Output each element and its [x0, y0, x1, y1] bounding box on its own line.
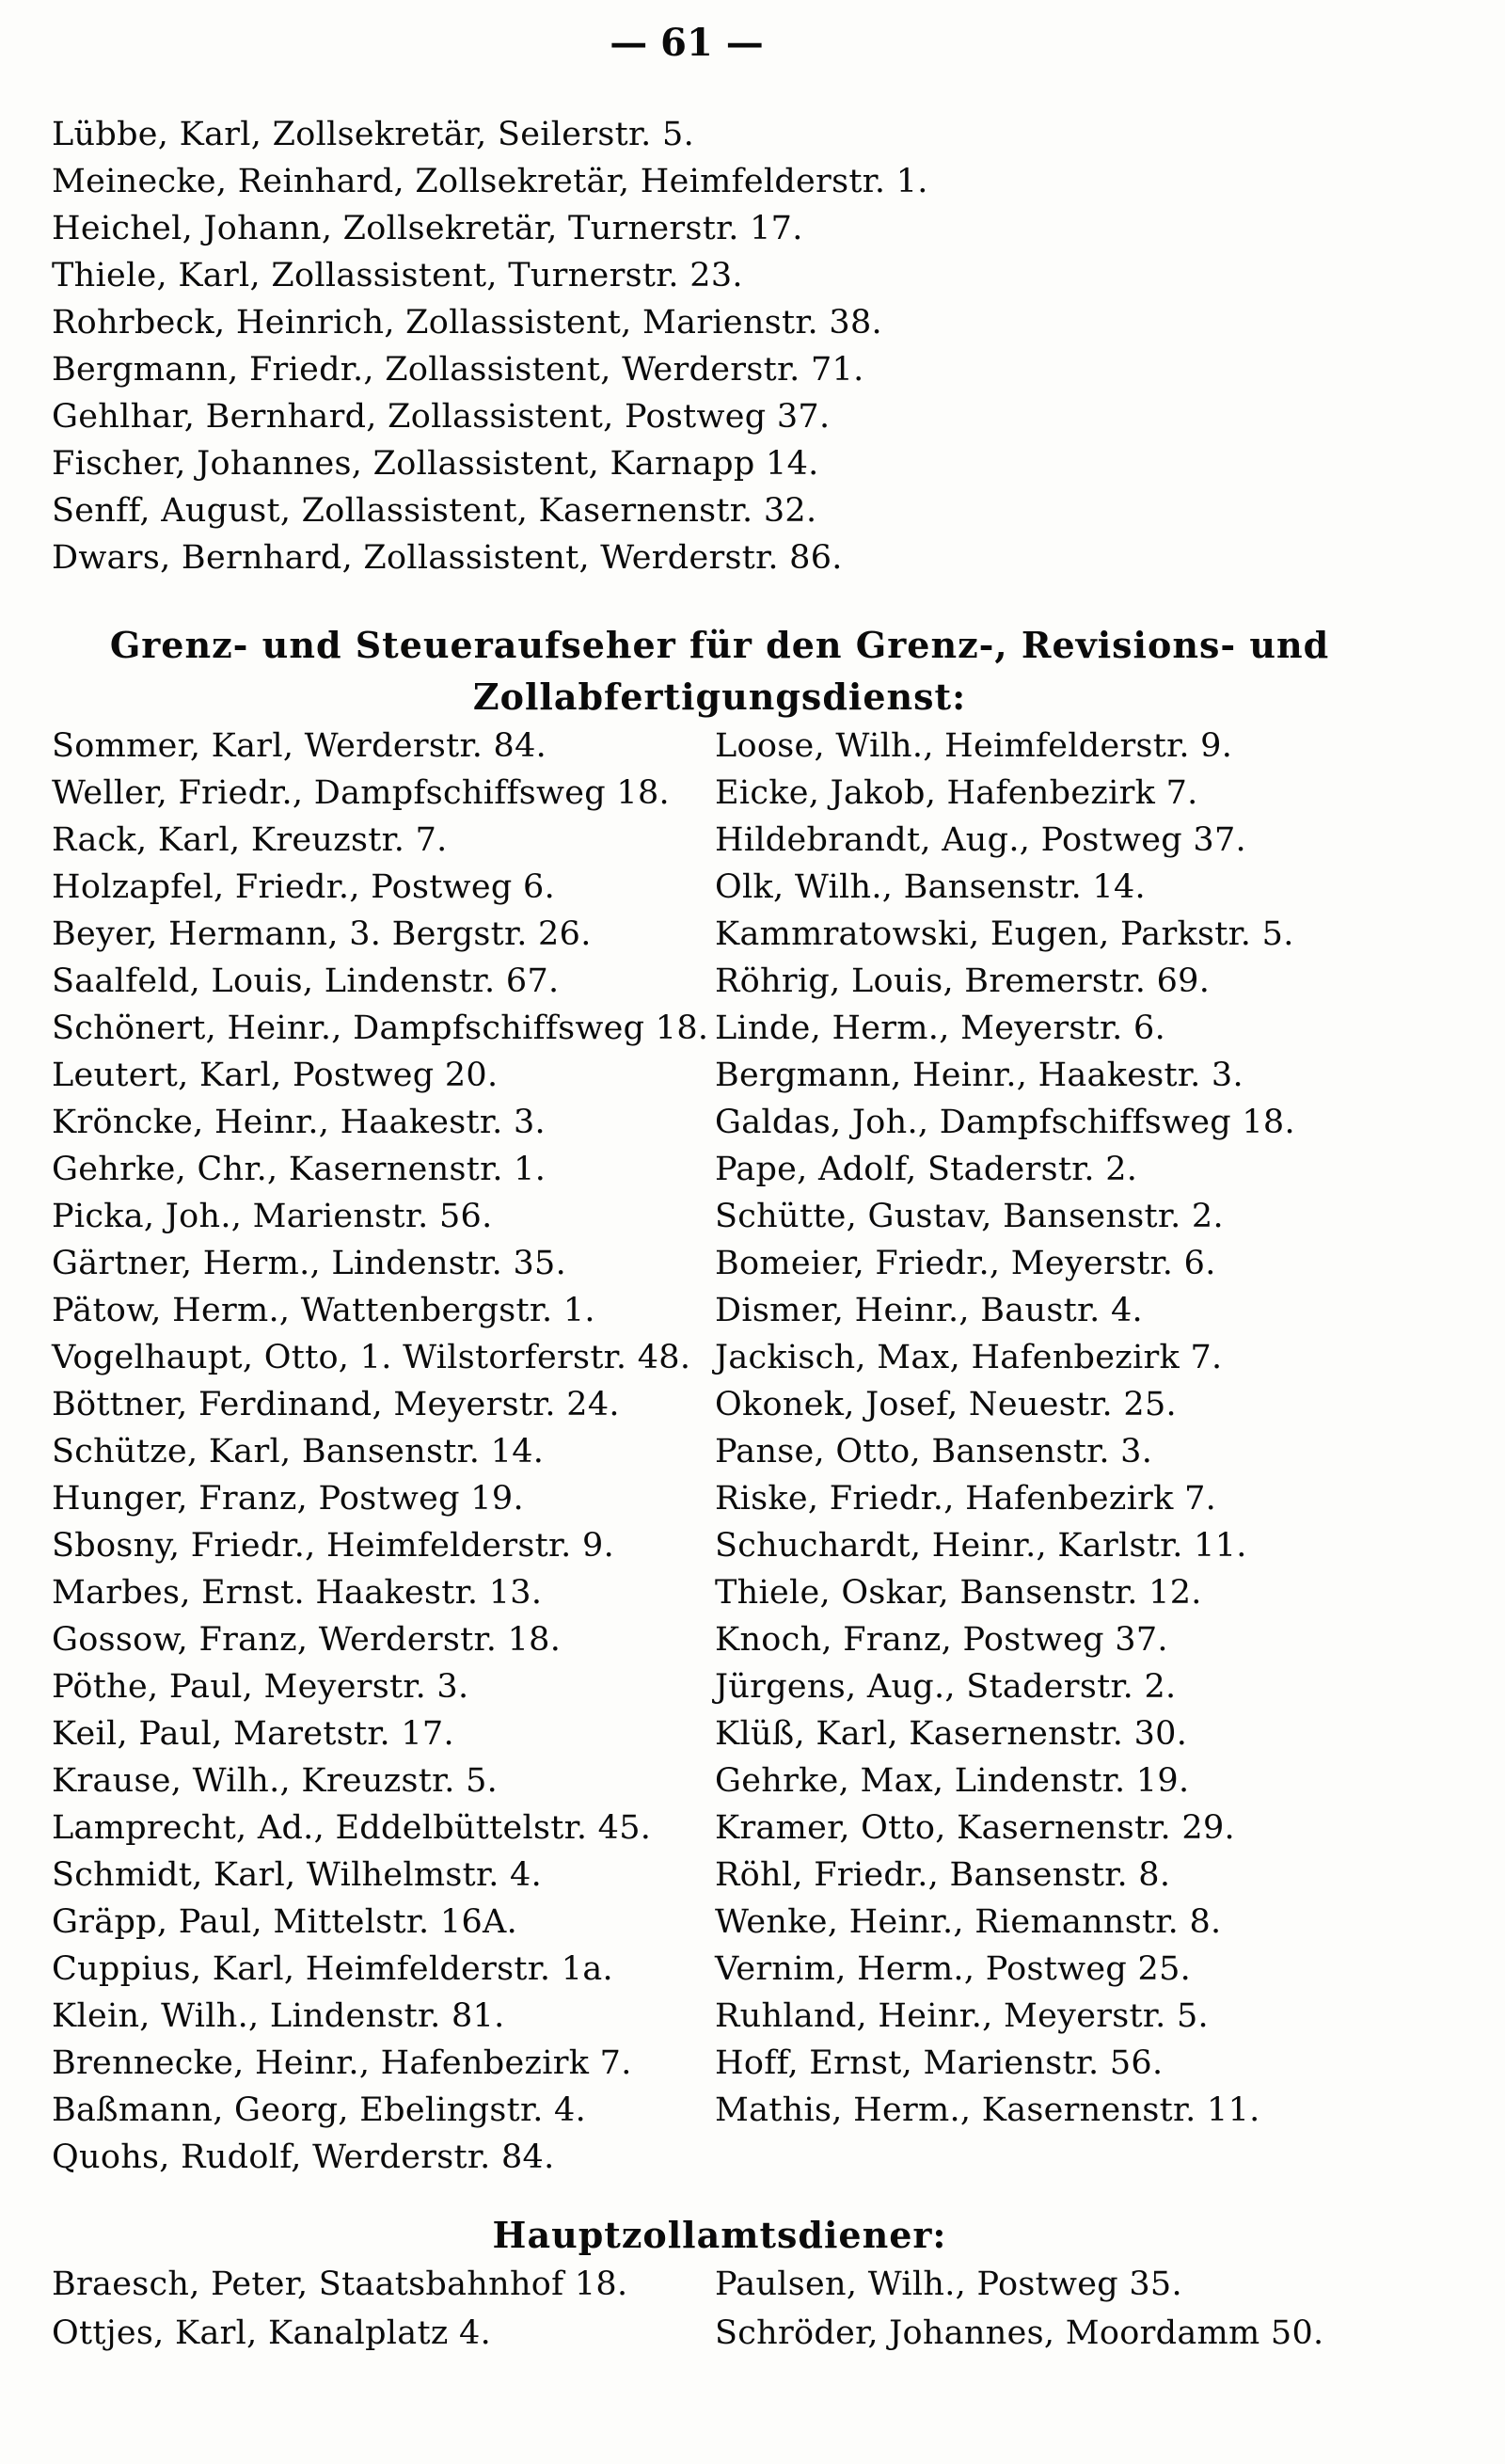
- list-item: Bergmann, Friedr., Zollassistent, Werderstr. 71.: [52, 351, 864, 389]
- list-item: Gärtner, Herm., Lindenstr. 35.: [52, 1245, 567, 1282]
- list-item: Krause, Wilh., Kreuzstr. 5.: [52, 1762, 499, 1800]
- list-item: Thiele, Oskar, Bansenstr. 12.: [715, 1574, 1202, 1612]
- right-column: [715, 2260, 1463, 2358]
- section-heading-grenz: [0, 619, 1439, 723]
- list-item: Leutert, Karl, Postweg 20.: [52, 1057, 499, 1094]
- list-item: Klüß, Karl, Kasernenstr. 30.: [715, 1715, 1188, 1753]
- list-item: Vogelhaupt, Otto, 1. Wilstorferstr. 48.: [52, 1339, 691, 1376]
- list-item: Ottjes, Karl, Kanalplatz 4.: [52, 2314, 491, 2352]
- list-item: Lübbe, Karl, Zollsekretär, Seilerstr. 5.: [52, 116, 694, 153]
- list-item: Loose, Wilh., Heimfelderstr. 9.: [715, 727, 1233, 765]
- list-item: Schmidt, Karl, Wilhelmstr. 4.: [52, 1856, 543, 1894]
- list-item: Sommer, Karl, Werderstr. 84.: [52, 727, 547, 765]
- list-item: Vernim, Herm., Postweg 25.: [715, 1950, 1192, 1988]
- list-item: Gehrke, Chr., Kasernenstr. 1.: [52, 1151, 547, 1188]
- list-item: Schröder, Johannes, Moordamm 50.: [715, 2314, 1324, 2352]
- list-item: Schütze, Karl, Bansenstr. 14.: [52, 1433, 545, 1470]
- list-item: Olk, Wilh., Bansenstr. 14.: [715, 868, 1146, 906]
- list-item: Quohs, Rudolf, Werderstr. 84.: [52, 2138, 555, 2176]
- list-item: Bomeier, Friedr., Meyerstr. 6.: [715, 1245, 1216, 1282]
- list-item: Gräpp, Paul, Mittelstr. 16A.: [52, 1903, 518, 1941]
- list-item: Jürgens, Aug., Staderstr. 2.: [715, 1668, 1177, 1706]
- list-item: Mathis, Herm., Kasernenstr. 11.: [715, 2091, 1260, 2129]
- right-column: [715, 723, 1463, 2181]
- list-item: Kröncke, Heinr., Haakestr. 3.: [52, 1104, 546, 1141]
- list-item: Röhl, Friedr., Bansenstr. 8.: [715, 1856, 1171, 1894]
- list-item: Schütte, Gustav, Bansenstr. 2.: [715, 1198, 1224, 1235]
- list-item: Fischer, Johannes, Zollassistent, Karnapp 14.: [52, 445, 819, 483]
- list-item: Picka, Joh., Marienstr. 56.: [52, 1198, 493, 1235]
- list-item: Weller, Friedr., Dampfschiffsweg 18.: [52, 774, 670, 812]
- list-item: Gossow, Franz, Werderstr. 18.: [52, 1621, 562, 1659]
- list-item: Pöthe, Paul, Meyerstr. 3.: [52, 1668, 469, 1706]
- list-item: Marbes, Ernst. Haakestr. 13.: [52, 1574, 543, 1612]
- list-item: Brennecke, Heinr., Hafenbezirk 7.: [52, 2044, 632, 2082]
- list-item: Kammratowski, Eugen, Parkstr. 5.: [715, 915, 1294, 953]
- left-column: [52, 2260, 715, 2358]
- list-item: Gehlhar, Bernhard, Zollassistent, Postweg 37.: [52, 398, 831, 436]
- list-item: Baßmann, Georg, Ebelingstr. 4.: [52, 2091, 587, 2129]
- list-item: Meinecke, Reinhard, Zollsekretär, Heimfelderstr. 1.: [52, 163, 928, 200]
- list-item: Linde, Herm., Meyerstr. 6.: [715, 1009, 1166, 1047]
- list-item: Pape, Adolf, Staderstr. 2.: [715, 1151, 1138, 1188]
- list-item: Pätow, Herm., Wattenbergstr. 1.: [52, 1292, 595, 1329]
- list-item: Cuppius, Karl, Heimfelderstr. 1a.: [52, 1950, 613, 1988]
- list-item: Rohrbeck, Heinrich, Zollassistent, Marienstr. 38.: [52, 304, 882, 342]
- list-item: Hunger, Franz, Postweg 19.: [52, 1480, 524, 1518]
- list-item: Dwars, Bernhard, Zollassistent, Werderstr. 86.: [52, 539, 843, 577]
- officials-list: [52, 111, 928, 581]
- list-item: Keil, Paul, Maretstr. 17.: [52, 1715, 454, 1753]
- list-item: Sbosny, Friedr., Heimfelderstr. 9.: [52, 1527, 615, 1565]
- list-item: Saalfeld, Louis, Lindenstr. 67.: [52, 962, 560, 1000]
- list-item: Böttner, Ferdinand, Meyerstr. 24.: [52, 1386, 620, 1423]
- list-item: Lamprecht, Ad., Eddelbüttelstr. 45.: [52, 1809, 652, 1847]
- list-item: Hildebrandt, Aug., Postweg 37.: [715, 821, 1246, 859]
- list-item: Klein, Wilh., Lindenstr. 81.: [52, 1997, 505, 2035]
- list-item: Gehrke, Max, Lindenstr. 19.: [715, 1762, 1190, 1800]
- section-heading-diener: Hauptzollamtsdiener:: [492, 2214, 947, 2256]
- list-item: Schönert, Heinr., Dampfschiffsweg 18.: [52, 1009, 709, 1047]
- list-item: Galdas, Joh., Dampfschiffsweg 18.: [715, 1104, 1295, 1141]
- list-item: Kramer, Otto, Kasernenstr. 29.: [715, 1809, 1235, 1847]
- list-item: Okonek, Josef, Neuestr. 25.: [715, 1386, 1177, 1423]
- list-item: Hoff, Ernst, Marienstr. 56.: [715, 2044, 1164, 2082]
- left-column: [52, 723, 715, 2181]
- list-item: Eicke, Jakob, Hafenbezirk 7.: [715, 774, 1198, 812]
- page-number: — 61 —: [610, 21, 764, 65]
- list-item: Wenke, Heinr., Riemannstr. 8.: [715, 1903, 1222, 1941]
- list-item: Riske, Friedr., Hafenbezirk 7.: [715, 1480, 1217, 1518]
- section-heading-line: Grenz- und Steueraufseher für den Grenz-, Revisions- und: [109, 624, 1330, 666]
- list-item: Jackisch, Max, Hafenbezirk 7.: [715, 1339, 1223, 1376]
- list-item: Heichel, Johann, Zollsekretär, Turnerstr. 17.: [52, 210, 803, 247]
- list-item: Panse, Otto, Bansenstr. 3.: [715, 1433, 1153, 1470]
- list-item: Paulsen, Wilh., Postweg 35.: [715, 2265, 1182, 2303]
- list-item: Bergmann, Heinr., Haakestr. 3.: [715, 1057, 1244, 1094]
- list-item: Schuchardt, Heinr., Karlstr. 11.: [715, 1527, 1247, 1565]
- diener-list: [52, 2260, 1463, 2358]
- list-item: Thiele, Karl, Zollassistent, Turnerstr. 23.: [52, 257, 743, 294]
- list-item: Braesch, Peter, Staatsbahnhof 18.: [52, 2265, 628, 2303]
- list-item: Ruhland, Heinr., Meyerstr. 5.: [715, 1997, 1209, 2035]
- list-item: Knoch, Franz, Postweg 37.: [715, 1621, 1168, 1659]
- list-item: Beyer, Hermann, 3. Bergstr. 26.: [52, 915, 592, 953]
- section-heading-line: Zollabfertigungsdienst:: [472, 676, 967, 718]
- list-item: Senff, August, Zollassistent, Kasernenstr. 32.: [52, 492, 817, 530]
- list-item: Rack, Karl, Kreuzstr. 7.: [52, 821, 448, 859]
- list-item: Dismer, Heinr., Baustr. 4.: [715, 1292, 1143, 1329]
- list-item: Holzapfel, Friedr., Postweg 6.: [52, 868, 556, 906]
- grenz-list: [52, 723, 1463, 2181]
- list-item: Röhrig, Louis, Bremerstr. 69.: [715, 962, 1211, 1000]
